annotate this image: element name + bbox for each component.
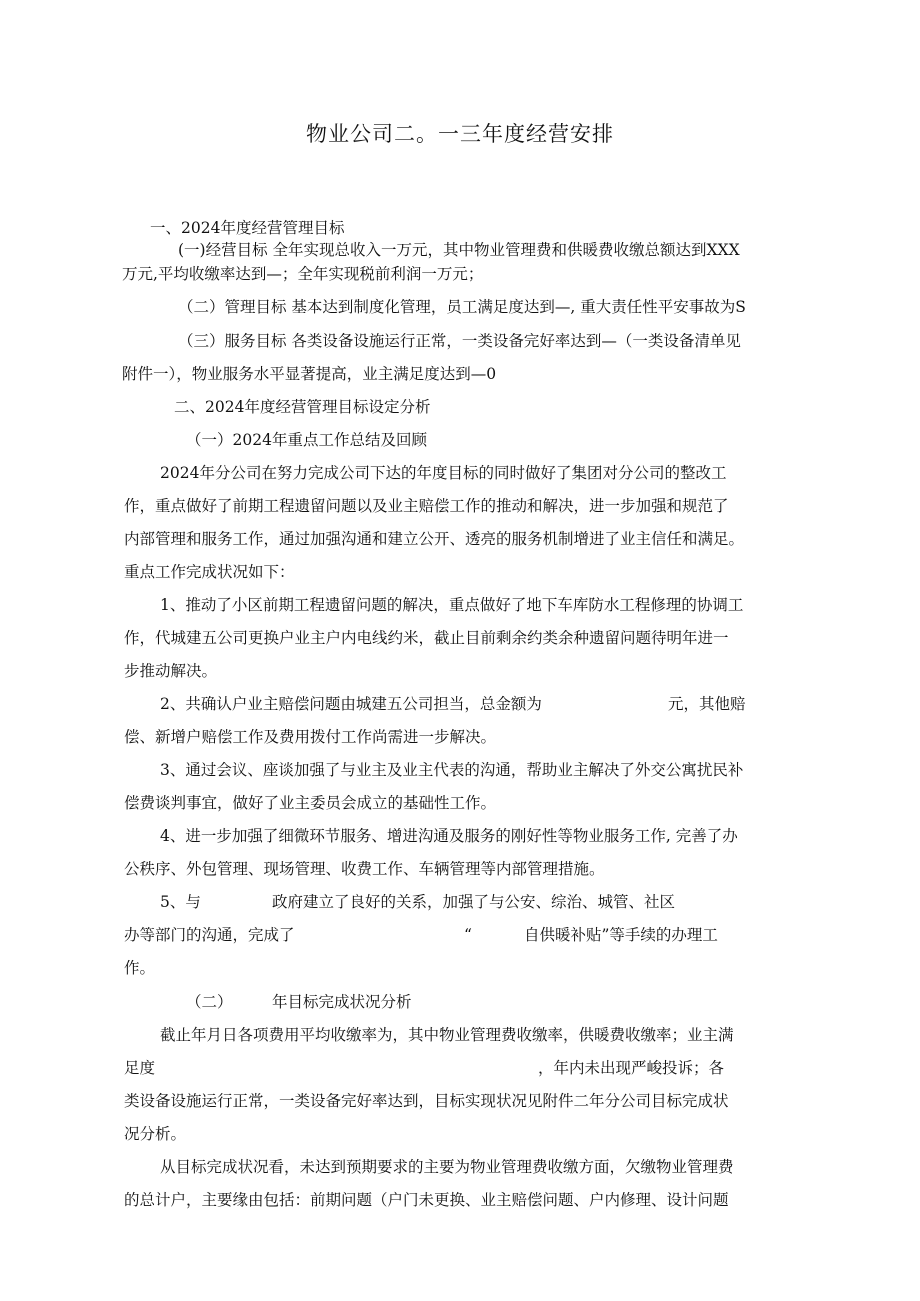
paragraph-line: 足度 bbox=[124, 1059, 156, 1077]
paragraph-line: 附件一），物业服务水平显著提高，业主满足度达到—0 bbox=[122, 365, 497, 383]
paragraph-line: 元，其他赔 bbox=[668, 695, 746, 713]
paragraph-line: 重点工作完成状况如下： bbox=[124, 563, 295, 581]
paragraph-line: （三）服务目标 各类设备设施运行正常，一类设备完好率达到—（一类设备清单见 bbox=[178, 332, 741, 350]
paragraph-line: 类设备设施运行正常，一类设备完好率达到，目标实现状况见附件二年分公司目标完成状 bbox=[124, 1092, 729, 1110]
subsection-heading: （一）2024年重点工作总结及回顾 bbox=[186, 431, 427, 449]
paragraph-line: 自供暖补贴”等手续的办理工 bbox=[524, 926, 718, 944]
paragraph-line: 办等部门的沟通，完成了 bbox=[124, 926, 295, 944]
paragraph-line: 2024年分公司在努力完成公司下达的年度目标的同时做好了集团对分公司的整改工 bbox=[160, 464, 727, 482]
paragraph-line: (一)经营目标 全年实现总收入一万元，其中物业管理费和供暖费收缴总额达到XXX bbox=[178, 241, 740, 259]
paragraph-line: 的总计户，主要缘由包括：前期问题（户门未更换、业主赔偿问题、户内修理、设计问题 bbox=[124, 1191, 729, 1209]
paragraph-line: 作，重点做好了前期工程遗留问题以及业主赔偿工作的推动和解决，进一步加强和规范了 bbox=[124, 497, 729, 515]
paragraph-line: 1、推动了小区前期工程遗留问题的解决，重点做好了地下车库防水工程修理的协调工 bbox=[160, 596, 744, 614]
paragraph-line: 万元,平均收缴率达到—；全年实现税前利润一万元； bbox=[122, 265, 484, 283]
section-heading: 二、2024年度经营管理目标设定分析 bbox=[174, 398, 431, 416]
paragraph-line: 政府建立了良好的关系，加强了与公安、综治、城管、社区 bbox=[272, 893, 676, 911]
paragraph-line: 4、进一步加强了细微环节服务、增进沟通及服务的刚好性等物业服务工作, 完善了办 bbox=[160, 827, 738, 845]
paragraph-line: 偿、新增户赔偿工作及费用拨付工作尚需进一步解决。 bbox=[124, 728, 497, 746]
paragraph-line: 5、与 bbox=[160, 893, 201, 911]
paragraph-line: 从目标完成状况看，未达到预期要求的主要为物业管理费收缴方面，欠缴物业管理费 bbox=[160, 1158, 734, 1176]
paragraph-line: 况分析。 bbox=[124, 1125, 187, 1143]
paragraph-line: （二）管理目标 基本达到制度化管理，员工满足度达到—, 重大责任性平安事故为S bbox=[178, 298, 746, 316]
paragraph-line: 作，代城建五公司更换户业主户内电线约米，截止目前剩余约类余种遗留问题待明年进一 bbox=[124, 629, 729, 647]
paragraph-line: 步推动解决。 bbox=[124, 662, 218, 680]
paragraph-line: 作。 bbox=[124, 959, 156, 977]
paragraph-line: 公秩序、外包管理、现场管理、收费工作、车辆管理等内部管理措施。 bbox=[124, 860, 605, 878]
paragraph-line: 偿费谈判事宜，做好了业主委员会成立的基础性工作。 bbox=[124, 794, 497, 812]
subsection-heading: 年目标完成状况分析 bbox=[272, 993, 412, 1011]
paragraph-line: 截止年月日各项费用平均收缴率为，其中物业管理费收缴率，供暖费收缴率；业主满 bbox=[160, 1026, 734, 1044]
document-title: 物业公司二。一三年度经营安排 bbox=[306, 122, 614, 146]
paragraph-line: ，年内未出现严峻投诉；各 bbox=[538, 1059, 725, 1077]
subsection-heading: （二） bbox=[186, 993, 233, 1011]
paragraph-line: 内部管理和服务工作，通过加强沟通和建立公开、透亮的服务机制增进了业主信任和满足。 bbox=[124, 530, 745, 548]
paragraph-line: “ bbox=[464, 926, 472, 944]
paragraph-line: 3、通过会议、座谈加强了与业主及业主代表的沟通，帮助业主解决了外交公寓扰民补 bbox=[160, 761, 744, 779]
paragraph-line: 2、共确认户业主赔偿问题由城建五公司担当，总金额为 bbox=[160, 695, 542, 713]
section-heading: 一、2024年度经营管理目标 bbox=[150, 219, 345, 237]
